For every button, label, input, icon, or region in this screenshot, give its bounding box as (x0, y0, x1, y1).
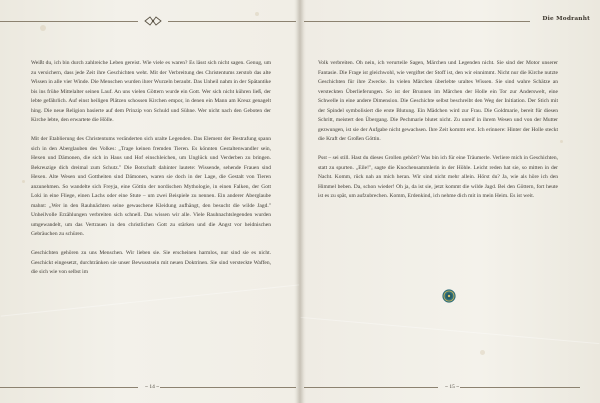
medallion-icon (442, 289, 456, 303)
footer-rule-left (304, 387, 438, 388)
page-number: ~ 15 ~ (445, 384, 460, 390)
header-rule (304, 21, 530, 22)
left-page (0, 0, 296, 403)
footer-rule-left (0, 387, 138, 388)
header-rule-left (0, 21, 138, 22)
paragraph: Mit der Etablierung des Christentums veränderten sich uralte Legenden. Das Element der Bestrafung spann sich in den Aberglauben des Volkes: „Trage keinen fremden Tieren. Es könnten Gestaltenwandler sein, Hexen und Dämonen, die sich in Haus und Hof einschleichen, um Unglück und Verderben zu bringen. Bekreuzige dich dreimal zum Schutz." Die Botschaft dahinter lautete: Wissende, sehende Frauen sind Hexen. Alte Wesen und Gottheiten sind Dämonen, waren sie doch in der Lage, die Gestalt von Tieren anzunehmen. So wandelte sich Freyja, eine Göttin der nordischen Mythologie, in einen Falken, der Gott Loki in eine Fliege, einen Lachs oder eine Stute – um zwei Beispiele zu nennen. Ein anderer Aberglaube mahnt: „Wer in den Rauhnächten seine gewaschene Kleidung aufhängt, den besucht die wilde Jagd." Unheilvolle Erzählungen verbreiten sich schnell. Das wissen wir alle. Viele Rauhnachtslegenden wurden umgewandelt, um das Vertrauen in den christlichen Gott zu stärken und die Angst vor heidnischen Gebräuchen zu schüren. (31, 136, 271, 237)
right-text-column (318, 59, 558, 211)
left-text-column (31, 59, 271, 287)
header-rule-right (168, 21, 296, 22)
page-number: ~ 14 ~ (145, 384, 160, 390)
paragraph: Volk verbreiten. Oh nein, ich verurteile Sagen, Märchen und Legenden nicht. Sie sind der Motor unserer Fantasie. Die Frage ist gleichwohl, wie vergiftet der Stoff ist, den wir einnimmt. Nicht nur die Kirche nutzte Geschichten für ihre Zwecke. In vielen Märchen überlebte uraltes Wissen. Sie sind wahre Schätze an versteckten Überlieferungen. So ist der Brunnen im Märchen der Holle ein Tor zur Anderswelt, eine Schwelle in eine andere Dimension. Die Geschichte selbst beschreibt den Weg der Initiation. Der Stich mit der Spindel symbolisiert die erste Blutung. Ein Mädchen wird zur Frau. Die Goldmarie, bereit für diesen Schritt, meistert den Übergang. Die Pechmarie blutet nicht. Zu unreif in ihrem Wesen und von der Mutter gezwungen, ist sie der Aufgabe nicht gewachsen. Ihre Zeit kommt erst. Ich erinnere: Hinter der Holle steckt die Kraft der Großen Göttin. (318, 60, 558, 142)
ornament-icon (143, 15, 163, 27)
footer-rule-right (460, 387, 580, 388)
running-head: Die Modranht (542, 16, 590, 22)
right-page (304, 0, 600, 403)
paragraph: Psst – sei still. Hast du dieses Grollen gehört? Was bin ich für eine Träumerle. Verliere mich in Geschichten, statt zu spurten. „Eile!", sagte die Knochensammlerin in der Höhle. Leicht reden hat sie, so mitten in der Nacht. Komm, rück nah an mich heran. Wir sind nicht mehr allein. Hörst du? Ja, wie als höre ich den Himmel beben. Da, schon wieder! Oh ja, da ist sie, jetzt kommt die wilde Jagd. Bei den Göttern, fort heute ist es zu spät, um aufzubrechen. Komm, Erdenkind, ich nehme dich mit in mein Heim. Es ist weit. (318, 155, 558, 199)
book-gutter (296, 0, 304, 403)
paragraph: Geschichten gehören zu uns Menschen. Wir lieben sie. Sie erscheinen harmlos, nur sind sie es nicht. Geschickt eingesetzt, durchtränken sie unser Bewusstsein mit neuen Doktrinen. Sie sind versteckte Waffen, die sich wie von selbst im (31, 250, 271, 275)
paragraph: Weißt du, ich bin durch zahlreiche Leben gereist. Wie viele es waren? Es lässt sich nicht sagen. Genug, um zu versichern, dass jede Zeit ihre Geschichten weht. Mit der Verbreitung des Christentums zerstob das alte Wissen in alle vier Winde. Die Menschen wurden ihrer Wurzeln beraubt. Das Unheil nahm in der Spätantike bis ins frühe Mittelalter seinen Lauf. An uns vielen Göttern wurde ein Gott. Wer sich nicht kühren ließ, der lebte gefährlich. Auf einst heiligen Plätzen schossen Kirchen empor, in denen ein Mann am Kreuz genagelt hing. Die neue Religion basierte auf dem Prinzip von Schuld und Sühne. Wer nicht nach den Geboten der Kirche lebte, den erwartete die Hölle. (31, 60, 271, 123)
footer-rule-right (160, 387, 296, 388)
